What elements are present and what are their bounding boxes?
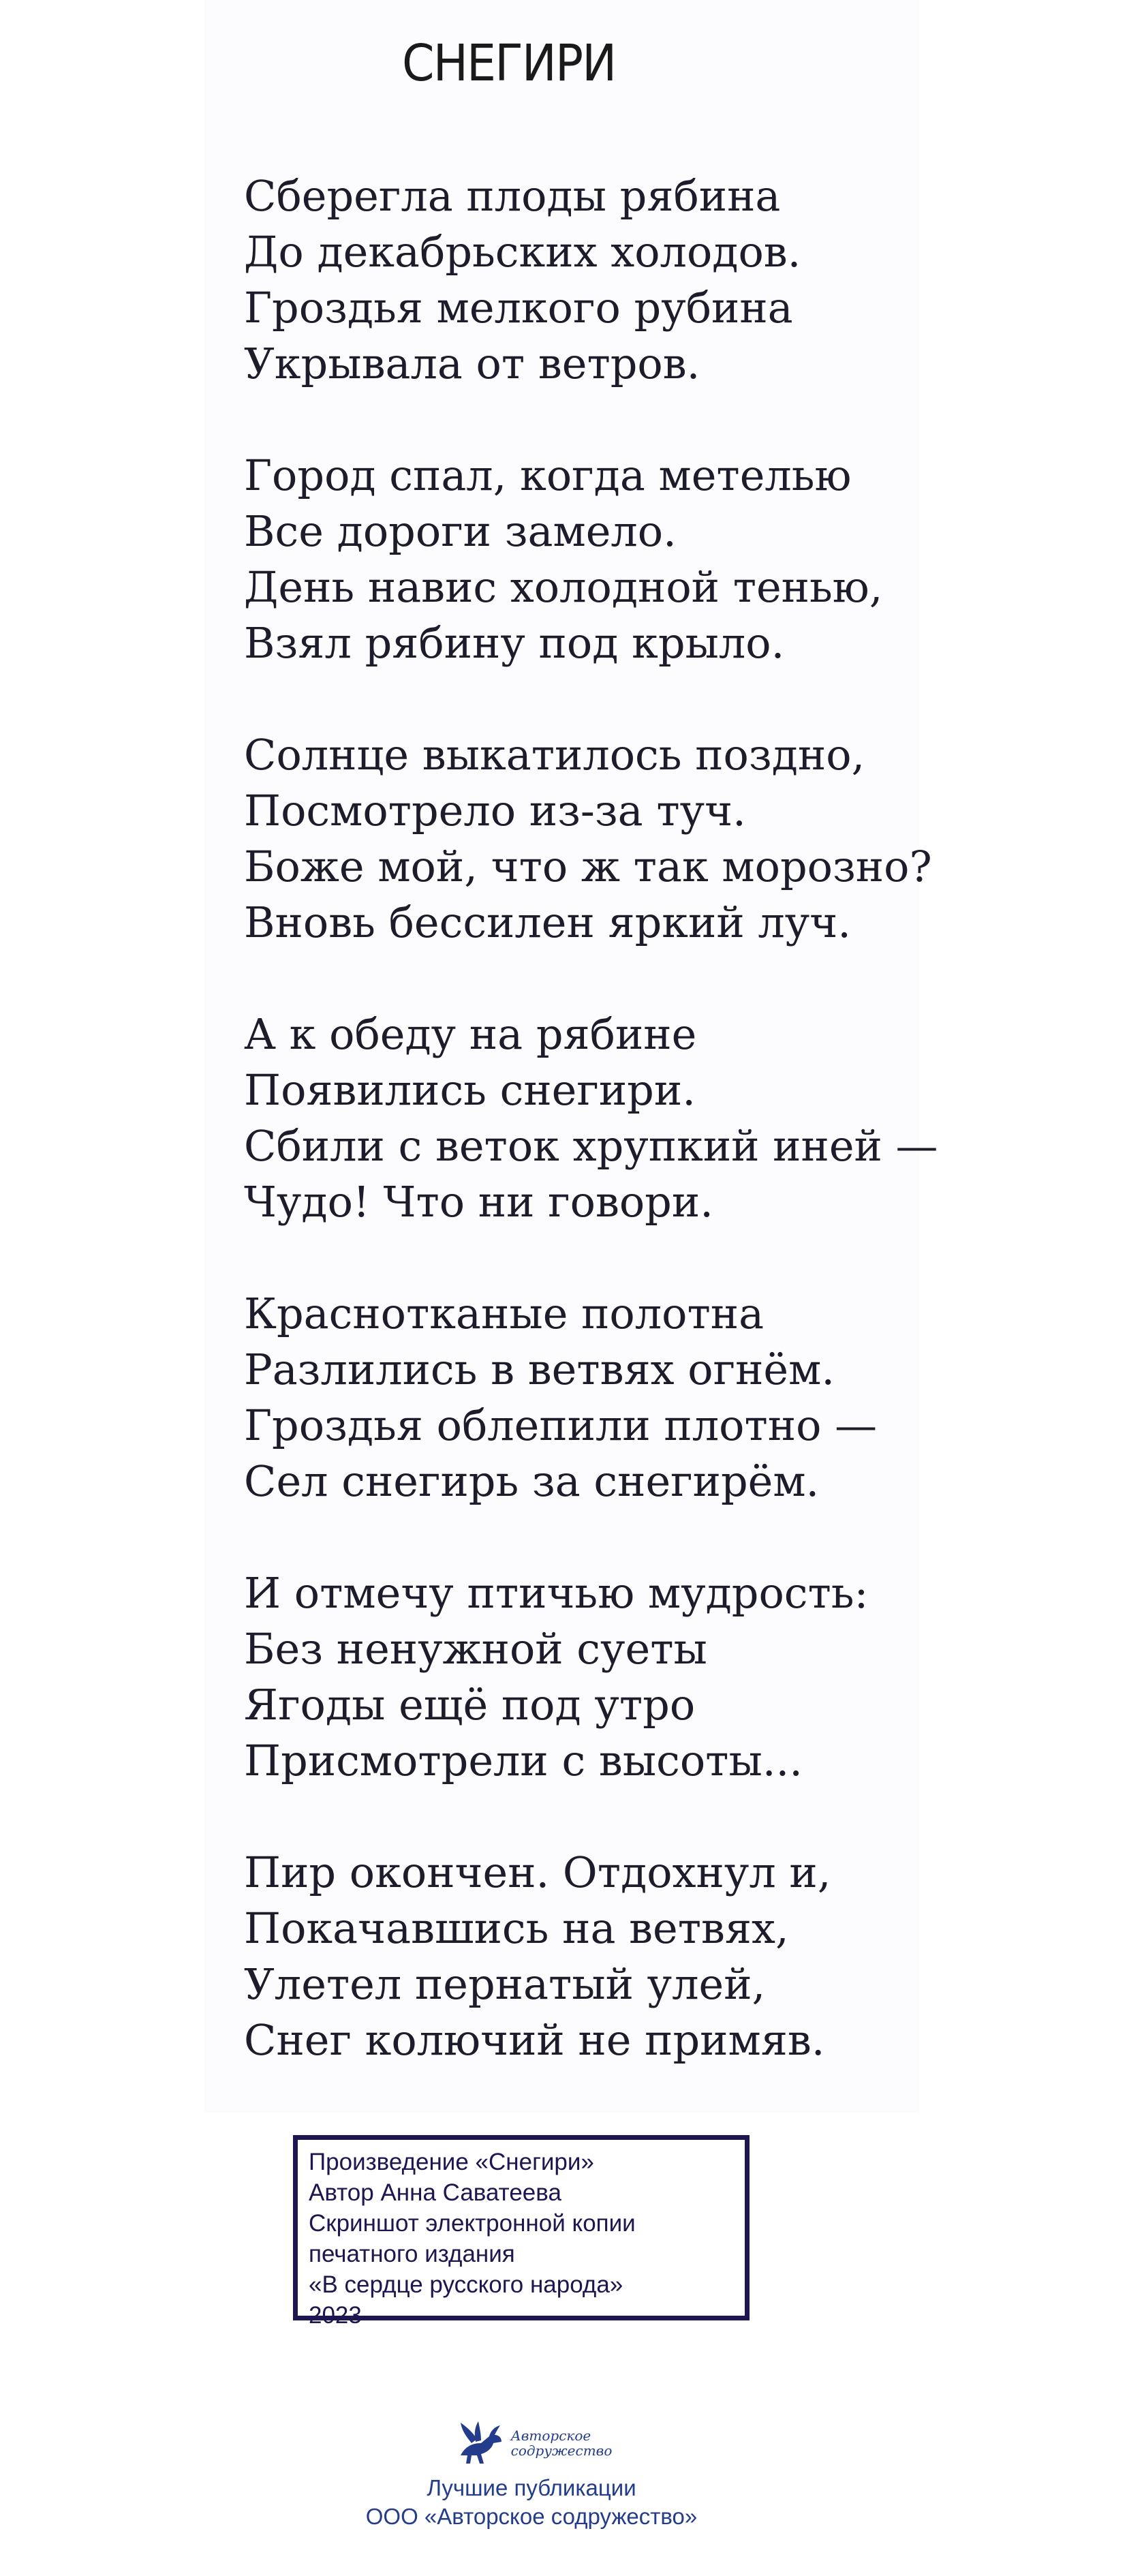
stanza-7: [244, 1845, 925, 2068]
poem-line: Гроздья мелкого рубина: [244, 283, 793, 333]
footer-company: ООО «Авторское содружество»: [365, 2504, 698, 2529]
info-year: 2023: [309, 2302, 362, 2329]
poem-line: Боже мой, что ж так морозно?: [244, 842, 932, 891]
stanza-2: [244, 448, 925, 671]
poem-line: Пир окончен. Отдохнул и,: [244, 1847, 831, 1897]
poem-line: Город спал, когда метелью: [244, 450, 852, 500]
poem-line: Покачавшись на ветвях,: [244, 1903, 789, 1953]
info-author: Автор Анна Саватеева: [309, 2179, 561, 2206]
poem-line: Солнце выкатилось поздно,: [244, 730, 865, 780]
pegasus-icon: [451, 2416, 506, 2470]
poem-line: Все дороги замело.: [244, 506, 677, 556]
info-edition: «В сердце русского народа»: [309, 2271, 623, 2298]
publication-info-box: [293, 2135, 750, 2329]
stanza-5: [244, 1286, 925, 1509]
poem-line: Появились снегири.: [244, 1065, 696, 1115]
stanza-4: [244, 1007, 938, 1230]
poem-line: Разлились в ветвях огнём.: [244, 1345, 835, 1394]
poem-line: Снег колючий не примяв.: [244, 2015, 825, 2065]
poem-line: Посмотрело из-за туч.: [244, 786, 746, 835]
poem-line: Краснотканые полотна: [244, 1289, 765, 1338]
poem-line: Без ненужной суеты: [244, 1624, 707, 1674]
poem-line: До декабрьских холодов.: [244, 227, 801, 277]
stanza-3: [244, 727, 932, 951]
poem-line: Взял рябину под крыло.: [244, 618, 785, 668]
poem-line: Сбили с веток хрупкий иней —: [244, 1121, 938, 1171]
info-description: печатного издания: [309, 2241, 515, 2267]
footer-tagline: Лучшие публикации: [427, 2475, 636, 2500]
poem-line: Гроздья облепили плотно —: [244, 1400, 878, 1450]
poem-title: СНЕГИРИ: [402, 34, 616, 93]
poem-line: Сел снегирь за снегирём.: [244, 1456, 820, 1506]
poem-line: Вновь бессилен яркий луч.: [244, 898, 851, 947]
logo-text-line: содружество: [510, 2442, 613, 2459]
poem-line: Укрывала от ветров.: [244, 339, 700, 388]
poem-line: И отмечу птичью мудрость:: [244, 1568, 869, 1618]
poem-line: А к обеду на рябине: [244, 1009, 697, 1059]
info-work-title: Произведение «Снегири»: [309, 2149, 594, 2175]
poem-line: Чудо! Что ни говори.: [244, 1177, 713, 1227]
stanza-1: [244, 168, 925, 392]
stanza-6: [244, 1565, 925, 1789]
poem-line: Ягоды ещё под утро: [244, 1680, 696, 1730]
logo-text: [511, 2428, 613, 2458]
poem-line: День навис холодной тенью,: [244, 562, 883, 612]
poem-line: Улетел пернатый улей,: [244, 1959, 766, 2009]
logo-text-line: Авторское: [510, 2427, 591, 2444]
poem-line: Присмотрели с высоты...: [244, 1736, 803, 1785]
info-description: Скриншот электронной копии: [309, 2210, 636, 2237]
poem-line: Сберегла плоды рябина: [244, 171, 781, 221]
poem-body: [244, 168, 938, 2124]
publisher-logo[interactable]: [451, 2412, 613, 2474]
footer: [341, 2412, 722, 2531]
